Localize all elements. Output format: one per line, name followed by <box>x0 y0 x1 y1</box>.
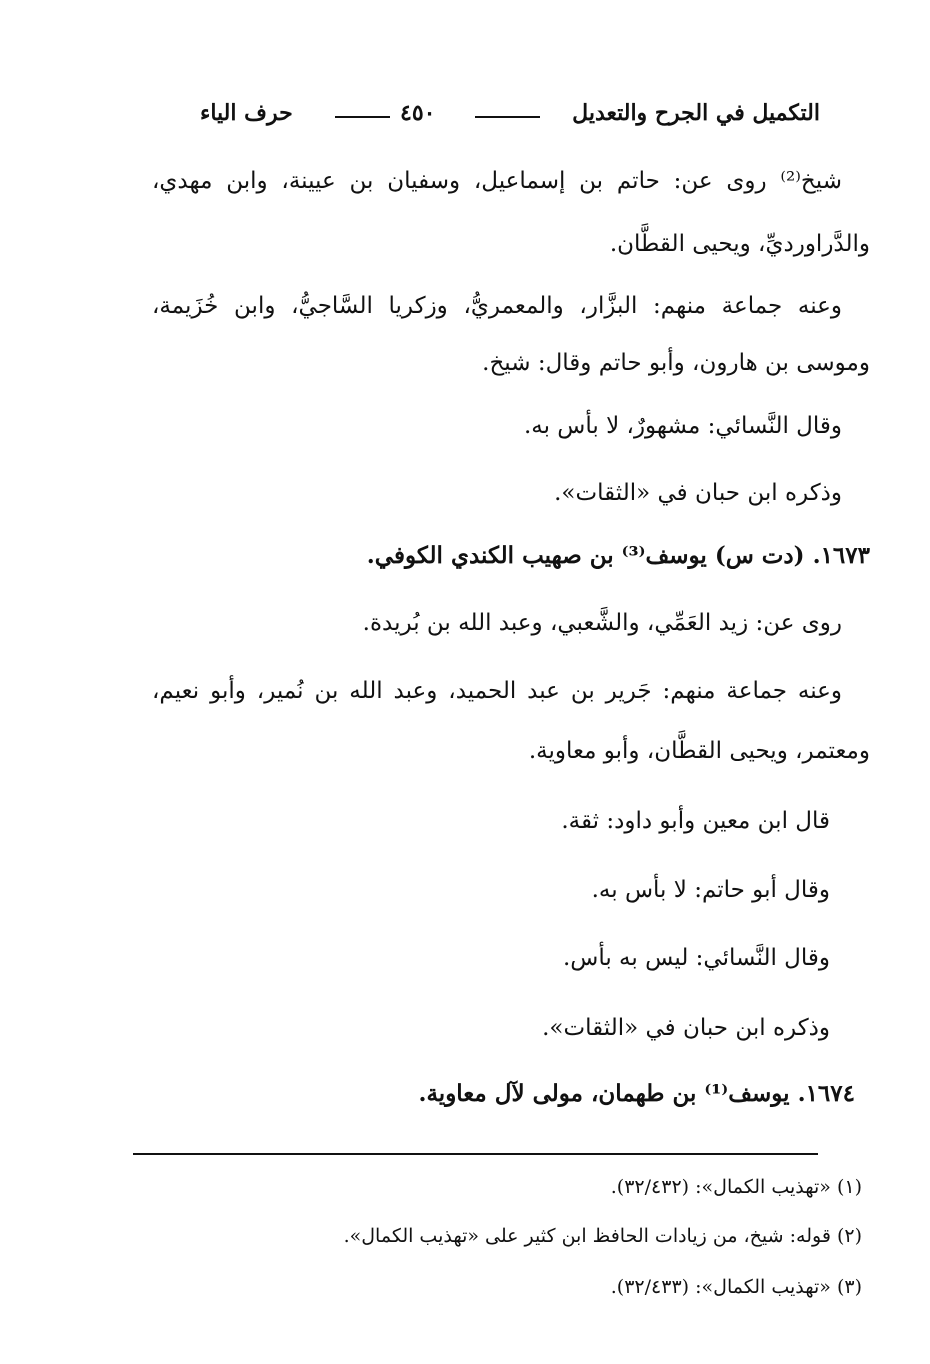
header-section-title: حرف الياء <box>200 100 293 126</box>
body-line: وذكره ابن حبان في «الثقات». <box>554 480 842 506</box>
running-header <box>200 100 820 140</box>
body-line: روى عن: زيد العَمِّي، والشَّعبي، وعبد الله بن بُريدة. <box>362 610 842 636</box>
body-line: وقال النَّسائي: ليس به بأس. <box>562 945 830 971</box>
body-line: ومعتمر، ويحيى القطَّان، وأبو معاوية. <box>528 738 870 764</box>
footnote: (١) «تهذيب الكمال»: (٣٢/٤٣٢). <box>610 1176 862 1198</box>
header-book-title: التكميل في الجرح والتعديل <box>572 100 820 126</box>
header-dash <box>475 116 540 118</box>
page-number: ٤٥٠ <box>400 100 436 126</box>
body-line: قال ابن معين وأبو داود: ثقة. <box>561 808 830 834</box>
entry-heading: ١٦٧٣. (دت س) يوسف⁽³⁾ بن صهيب الكندي الكوفي. <box>366 542 870 569</box>
body-line: وقال النَّسائي: مشهورٌ، لا بأس به. <box>523 413 842 439</box>
body-line: وقال أبو حاتم: لا بأس به. <box>591 877 830 903</box>
body-line: وموسى بن هارون، وأبو حاتم وقال: شيخ. <box>482 350 870 376</box>
footnote: (٣) «تهذيب الكمال»: (٣٢/٤٣٣). <box>610 1276 862 1298</box>
body-line: وعنه جماعة منهم: البزَّار، والمعمريُّ، وزكريا السَّاجيُّ، وابن خُزَيمة، <box>152 293 842 319</box>
entry-heading: ١٦٧٤. يوسف⁽¹⁾ بن طهمان، مولى لآل معاوية. <box>418 1080 855 1107</box>
body-line: شيخ⁽²⁾ روى عن: حاتم بن إسماعيل، وسفيان بن عيينة، وابن مهدي، <box>152 168 842 194</box>
body-line: وذكره ابن حبان في «الثقات». <box>542 1015 830 1041</box>
header-dash <box>335 116 390 118</box>
body-line: والدَّراورديِّ، ويحيى القطَّان. <box>609 231 870 257</box>
footnote: (٢) قوله: شيخ، من زيادات الحافظ ابن كثير على «تهذيب الكمال». <box>343 1225 862 1247</box>
body-line: وعنه جماعة منهم: جَرير بن عبد الحميد، وعبد الله بن نُمير، وأبو نعيم، <box>152 678 842 704</box>
footnote-separator <box>133 1153 818 1155</box>
